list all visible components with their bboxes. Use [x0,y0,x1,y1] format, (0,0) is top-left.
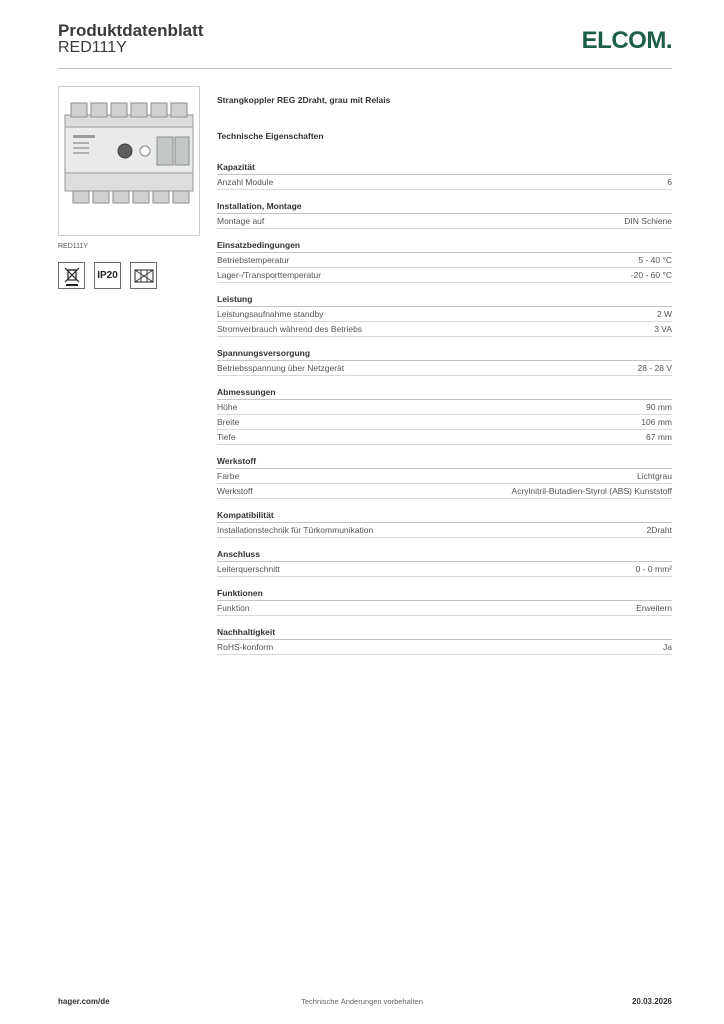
product-image [58,86,200,236]
spec-value: 6 [667,177,672,187]
spec-row [217,268,672,283]
spec-row [217,175,672,190]
spec-group [217,387,672,445]
spec-label: Montage auf [217,216,265,226]
spec-row [217,253,672,268]
spec-label: Anzahl Module [217,177,274,187]
din-rail-mount-icon [130,262,157,289]
product-code: RED111Y [58,39,127,56]
specification-panel [217,95,672,666]
spec-row [217,361,672,376]
spec-group-title: Installation, Montage [217,201,672,214]
spec-label: Höhe [217,402,238,412]
spec-row [217,562,672,577]
spec-group-title: Einsatzbedingungen [217,240,672,253]
spec-group [217,456,672,499]
spec-group [217,201,672,229]
din-module-illustration [59,87,199,235]
spec-value: -20 - 60 °C [630,270,672,280]
image-caption: RED111Y [58,243,89,250]
spec-value: Acrylnitril-Butadien-Styrol (ABS) Kunststoff [511,486,672,496]
spec-group-title: Leistung [217,294,672,307]
spec-value: Lichtgrau [637,471,672,481]
spec-row [217,484,672,499]
spec-group [217,549,672,577]
spec-row [217,430,672,445]
spec-value: 28 - 28 V [637,363,672,373]
spec-value: DIN Schiene [624,216,672,226]
spec-value: 3 VA [654,324,672,334]
spec-row [217,214,672,229]
certification-badges [58,262,157,289]
spec-label: Installationstechnik für Türkommunikation [217,525,374,535]
spec-value: 2Draht [646,525,672,535]
spec-group [217,588,672,616]
spec-group-title: Kapazität [217,162,672,175]
spec-label: Werkstoff [217,486,253,496]
spec-label: Leistungsaufnahme standby [217,309,324,319]
footer-website: hager.com/de [58,997,110,1006]
spec-group-title: Anschluss [217,549,672,562]
product-description: Strangkoppler REG 2Draht, grau mit Relais [217,95,391,105]
spec-groups [217,162,672,655]
spec-label: Lager-/Transporttemperatur [217,270,322,280]
spec-group [217,510,672,538]
spec-value: Erweitern [636,603,672,613]
spec-value: 2 W [656,309,672,319]
section-title: Technische Eigenschaften [217,131,324,141]
spec-group [217,294,672,337]
weee-crossed-bin-icon [58,262,85,289]
spec-label: Breite [217,417,240,427]
spec-group-title: Nachhaltigkeit [217,627,672,640]
spec-label: Farbe [217,471,240,481]
footer-notice: Technische Änderungen vorbehalten [301,997,423,1006]
spec-group-title: Werkstoff [217,456,672,469]
spec-group [217,348,672,376]
spec-group-title: Funktionen [217,588,672,601]
brand-logo: ELCOM. [581,27,672,54]
spec-value: 90 mm [646,402,672,412]
spec-group [217,240,672,283]
spec-group [217,627,672,655]
spec-label: Funktion [217,603,250,613]
spec-row [217,640,672,655]
spec-row [217,400,672,415]
page-title: Produktdatenblatt [58,21,204,40]
spec-row [217,523,672,538]
spec-label: Leiterquerschnitt [217,564,280,574]
spec-group-title: Abmessungen [217,387,672,400]
spec-row [217,307,672,322]
spec-group-title: Spannungsversorgung [217,348,672,361]
footer-date: 20.03.2026 [631,997,672,1006]
spec-group [217,162,672,190]
spec-label: Stromverbrauch während des Betriebs [217,324,363,334]
spec-row [217,601,672,616]
spec-value: 106 mm [641,417,672,427]
spec-label: Betriebsspannung über Netzgerät [217,363,345,373]
spec-label: RoHS-konform [217,642,274,652]
spec-label: Betriebstemperatur [217,255,290,265]
spec-value: 67 mm [646,432,672,442]
spec-label: Tiefe [217,432,236,442]
spec-value: 0 - 0 mm² [635,564,672,574]
spec-row [217,322,672,337]
spec-group-title: Kompatibilität [217,510,672,523]
spec-value: Ja [663,642,672,652]
ip20-badge: IP20 [94,262,121,289]
spec-row [217,415,672,430]
spec-row [217,469,672,484]
header-divider [58,68,672,69]
spec-value: 5 - 40 °C [638,255,672,265]
